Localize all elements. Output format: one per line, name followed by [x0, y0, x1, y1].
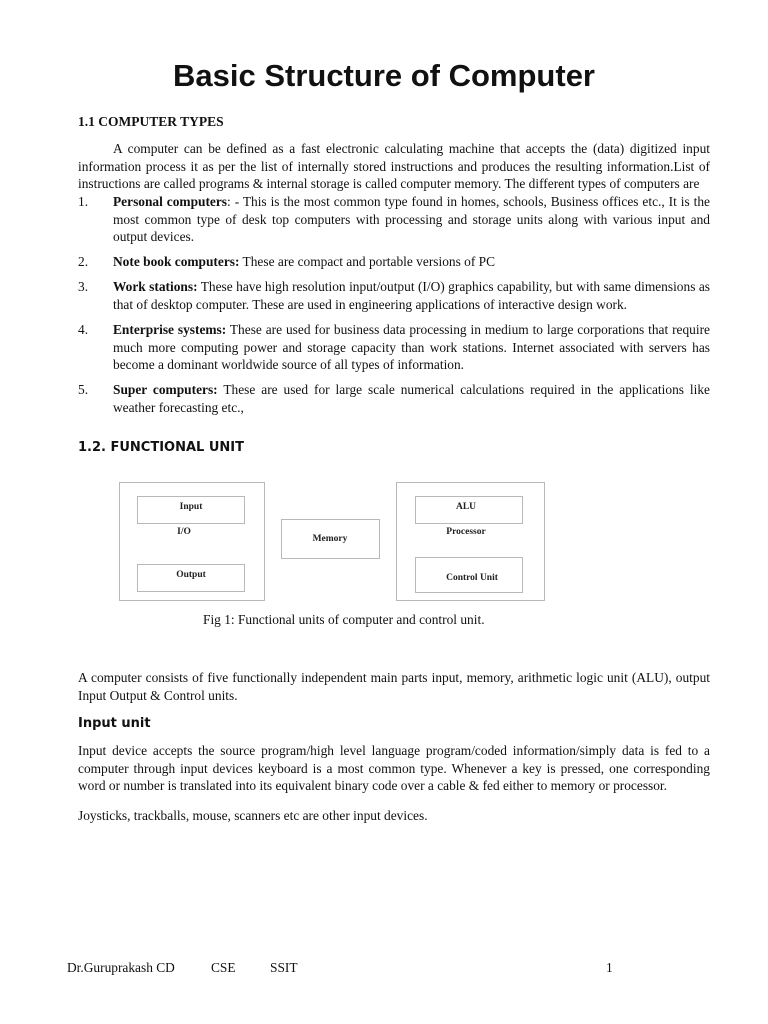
list-item-text: These are compact and portable versions of PC	[239, 254, 496, 270]
intro-paragraph: A computer can be defined as a fast electronic calculating machine that accepts the (data) digitized input information process it as per the list of internally stored instructions and produces the resulting information.List of instructions are called programs & internal storage is called computer memory. The different types of computers are	[78, 141, 710, 192]
figure-caption: Fig 1: Functional units of computer and control unit.	[203, 612, 485, 627]
list-item-term: Work stations:	[113, 279, 198, 295]
processor-label: Processor	[446, 527, 486, 537]
list-item-term: Note book computers:	[113, 254, 240, 270]
input-label: Input	[179, 502, 203, 512]
list-item-number: 3.	[78, 279, 89, 295]
section-heading-computer-types: 1.1 COMPUTER TYPES	[78, 114, 224, 129]
list-item-number: 5.	[78, 382, 89, 398]
section-heading-functional-unit: 1.2. FUNCTIONAL UNIT	[78, 440, 244, 455]
input-devices-paragraph: Joysticks, trackballs, mouse, scanners etc are other input devices.	[78, 808, 428, 823]
list-item-number: 4.	[78, 322, 89, 338]
list-item-number: 2.	[78, 254, 89, 270]
footer-department: CSE	[211, 960, 236, 975]
memory-label: Memory	[312, 534, 348, 544]
alu-label: ALU	[455, 502, 477, 512]
list-item-term: Enterprise systems:	[113, 322, 227, 338]
control-unit-label: Control Unit	[446, 573, 498, 583]
list-item-text: : - This is the most common type found in homes, schools, Business offices etc., It is the most common type of desk top computers with processing and storage units along with various input and output devices.	[113, 194, 711, 245]
list-item-text: These have high resolution input/output (I/O) graphics capability, but with same dimensions as that of desktop computer. These are used in engineering applications of interactive design work.	[113, 279, 710, 312]
list-item-term: Personal computers	[113, 194, 228, 209]
input-unit-paragraph: Input device accepts the source program/high level language program/coded information/simply data is fed to a computer through input devices keyboard is a most common type. Whenever a key is pressed, one corresponding word or number is translated into its equivalent binary code over a cable & fed either to memory or processor.	[78, 743, 710, 794]
section-heading-input-unit: Input unit	[78, 716, 151, 731]
footer-author: Dr.Guruprakash CD	[67, 960, 175, 975]
list-item-number: 1.	[78, 194, 89, 209]
functional-units-paragraph: A computer consists of five functionally independent main parts input, memory, arithmetic logic unit (ALU), output Input Output & Control units.	[78, 670, 710, 703]
page-title: Basic Structure of Computer	[172, 58, 595, 93]
output-label: Output	[176, 570, 206, 580]
footer-institute: SSIT	[270, 960, 298, 975]
list-item-text: These are used for large scale numerical calculations required in the applications like weather forecasting etc.,	[113, 382, 710, 415]
io-label: I/O	[177, 527, 191, 537]
list-item-text: These are used for business data processing in medium to large corporations that require much more computing power and storage capacity than work stations. Internet associated with servers has become a dominant worldwide source of all types of information.	[113, 322, 710, 373]
io-group-box	[120, 483, 265, 601]
footer-page-number: 1	[606, 960, 613, 975]
list-item-term: Super computers:	[113, 382, 218, 398]
